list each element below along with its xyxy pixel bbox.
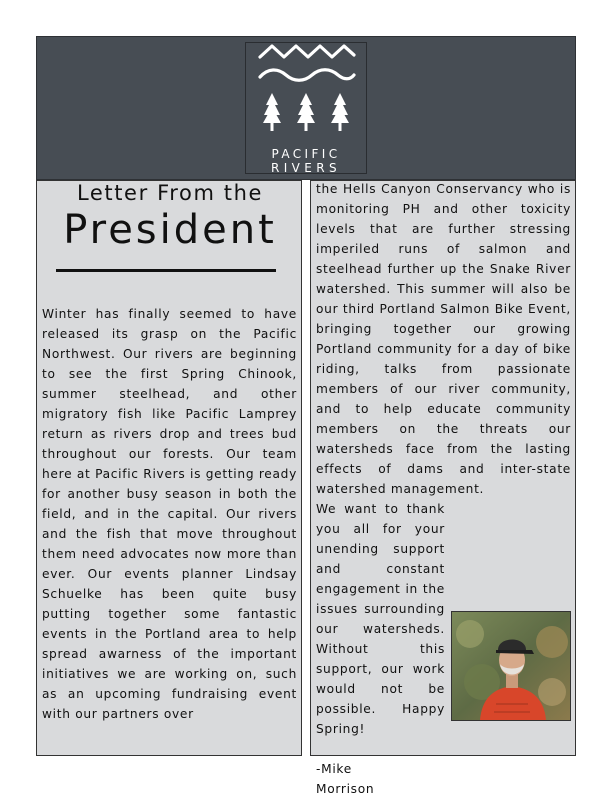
signature-last: Morrison [316,782,375,796]
portrait-photo-icon [451,611,571,721]
heading-letter-from-the: Letter From the [76,181,264,205]
pacific-rivers-logo [245,42,367,174]
logo-name-line2: RIVERS [270,161,342,175]
logo-mark-icon [246,43,366,147]
letter-body-left: Winter has finally seemed to have released its grasp on the Pacific Northwest. Our rivers are beginning to see the first Spring Chinook, summer steelhead, and other migratory fish like Pacific Lamprey return as rivers drop and trees bud throughout our forests. Our team here at Pacific Rivers is getting ready for another busy season in both the field, and in the capital. Our rivers and the fish that move throughout them need advocates now more than ever. Our events planner Lindsay Schuelke has been quite busy putting together some fantastic events in the Portland area to help spread awarness of the important initiatives we are working on, such as an upcoming fundraising event with our partners over [42,307,297,721]
left-column [36,180,302,756]
logo-name-line1: PACIFIC [271,147,341,161]
signature-first: -Mike [316,762,352,776]
right-column [310,180,576,796]
letter-body-right [316,179,571,799]
thanks-paragraph: We want to thank you all for your unending support and constant engagement in the issues surrounding our watersheds. Without this support, our work would not be possible. Happy Spring! [316,502,445,736]
closing-section [316,499,571,799]
signature [316,759,571,799]
heading-divider [56,269,276,272]
paragraph-continued: the Hells Canyon Conservancy who is monitoring PH and other toxicity levels that are further stressing imperiled runs of salmon and steelhead further up the Snake River watershed. This summer will also be our third Portland Salmon Bike Event, bringing together our growing Portland community for a day of bike riding, talks from passionate members of our river community, and to help educate community members on the threats our watersheds face from the lasting effects of dams and inter-state watershed management. [316,182,571,496]
heading-president: President [63,207,277,253]
